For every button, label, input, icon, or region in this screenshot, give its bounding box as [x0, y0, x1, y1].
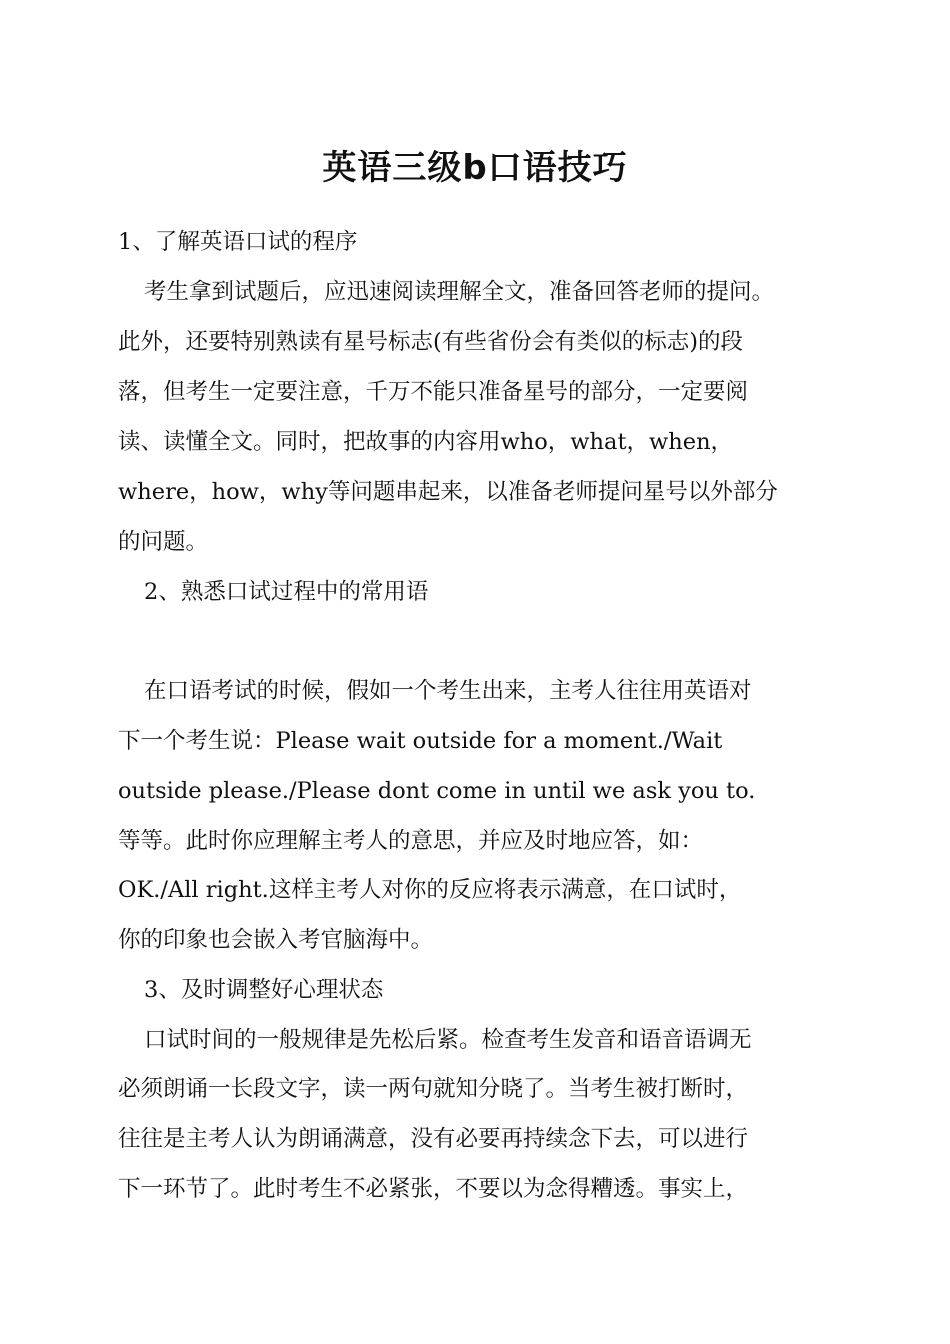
paragraph-line: OK./All right.这样主考人对你的反应将表示满意，在口试时，: [118, 877, 742, 903]
section-heading-2: 2、熟悉口试过程中的常用语: [144, 579, 429, 605]
section-heading-3: 3、及时调整好心理状态: [144, 977, 384, 1003]
paragraph-line: 的问题。: [118, 529, 209, 555]
paragraph-line: 下一环节了。此时考生不必紧张，不要以为念得糟透。事实上，: [118, 1176, 749, 1202]
section-heading-1: 1、了解英语口试的程序: [118, 229, 358, 255]
paragraph-line: 往往是主考人认为朗诵满意，没有必要再持续念下去，可以进行: [118, 1126, 749, 1152]
paragraph-line: 必须朗诵一长段文字，读一两句就知分晓了。当考生被打断时，: [118, 1076, 749, 1102]
paragraph-line: 你的印象也会嵌入考官脑海中。: [118, 927, 434, 953]
paragraph-line: 口试时间的一般规律是先松后紧。检查考生发音和语音语调无: [144, 1027, 752, 1053]
paragraph-line: 读、读懂全文。同时，把故事的内容用who，what，when，: [118, 429, 734, 455]
paragraph-line: outside please./Please dont come in until we ask you to.: [118, 778, 756, 804]
document-title: 英语三级b口语技巧: [322, 148, 628, 188]
paragraph-line: 下一个考生说：Please wait outside for a moment./Wait: [118, 728, 723, 754]
paragraph-line: 考生拿到试题后，应迅速阅读理解全文，准备回答老师的提问。: [144, 279, 775, 305]
paragraph-line: 在口语考试的时候，假如一个考生出来，主考人往往用英语对: [144, 678, 752, 704]
paragraph-line: 等等。此时你应理解主考人的意思，并应及时地应答，如：: [118, 828, 704, 854]
paragraph-line: 此外，还要特别熟读有星号标志(有些省份会有类似的标志)的段: [118, 329, 744, 355]
paragraph-line: 落，但考生一定要注意，千万不能只准备星号的部分，一定要阅: [118, 379, 749, 405]
paragraph-line: where，how，why等问题串起来，以准备老师提问星号以外部分: [118, 479, 778, 505]
